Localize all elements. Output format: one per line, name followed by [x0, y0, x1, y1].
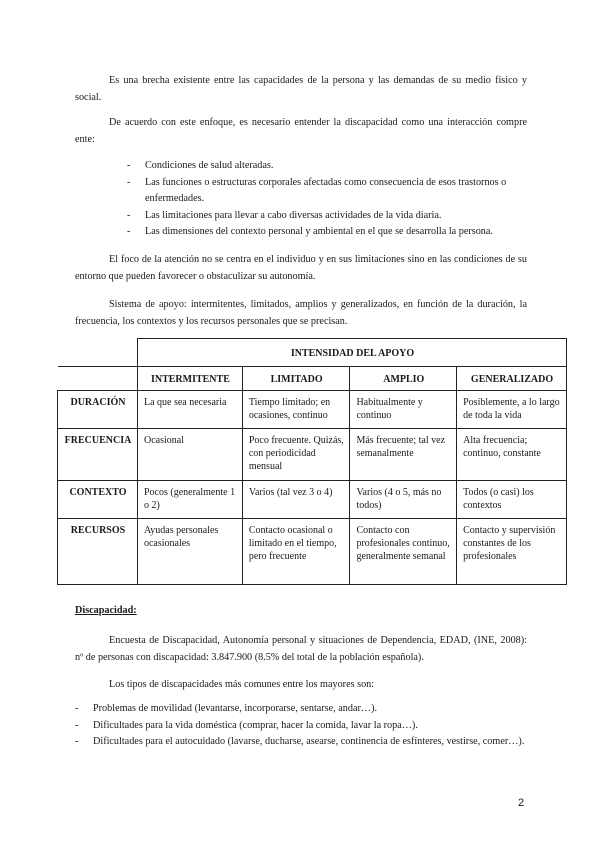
list-item: - Las dimensiones del contexto personal y ambiental en el que se desarrolla la persona. — [127, 224, 529, 241]
table-title: INTENSIDAD DEL APOYO — [137, 339, 566, 367]
paragraph-enfoque: De acuerdo con este enfoque, es necesario entender la discapacidad como una interacción compre ente: — [75, 117, 527, 145]
table-title-row — [58, 339, 567, 367]
paragraph-brecha: Es una brecha existente entre las capacidades de la persona y las demandas de su medio físico y social. — [75, 75, 527, 103]
table-cell: Pocos (generalmente 1 o 2) — [137, 481, 242, 519]
table-cell: Posiblemente, a lo largo de toda la vida — [457, 391, 567, 429]
paragraph-encuesta: Encuesta de Discapacidad, Autonomía personal y situaciones de Dependencia, EDAD, (INE, 2008): nº de personas con discapacidad: 3.847.900 (8.5% del total de la población española). — [75, 635, 527, 663]
table-row — [58, 429, 567, 481]
paragraph-foco: El foco de la atención no se centra en el individuo y en sus limitaciones sino en las condiciones de su entorno que pueden favorecer o obstaculizar su autonomía. — [75, 254, 527, 282]
table-cell: La que sea necesaria — [137, 391, 242, 429]
table-cell: Contacto y supervisión constantes de los profesionales — [457, 519, 567, 585]
table-cell: Varios (tal vez 3 o 4) — [242, 481, 350, 519]
paragraph-sistema-apoyo: Sistema de apoyo: intermitentes, limitados, amplios y generalizados, en función de la duración, la frecuencia, los contextos y los recursos personales que se precisan. — [75, 299, 527, 327]
row-header: RECURSOS — [58, 519, 138, 585]
page-number: 2 — [518, 797, 525, 809]
table-cell: Más frecuente; tal vez semanalmente — [350, 429, 457, 481]
table-row — [58, 391, 567, 429]
table-cell: Contacto ocasional o limitado en el tiempo, pero frecuente — [242, 519, 350, 585]
row-header: CONTEXTO — [58, 481, 138, 519]
table-cell: Ocasional — [137, 429, 242, 481]
table-cell: Contacto con profesionales continuo, generalmente semanal — [350, 519, 457, 585]
row-header: FRECUENCIA — [58, 429, 138, 481]
table-cell: Varios (4 o 5, más no todos) — [350, 481, 457, 519]
table-row — [58, 519, 567, 585]
column-header: INTERMITENTE — [137, 367, 242, 391]
list-item: - Las limitaciones para llevar a cabo diversas actividades de la vida diaria. — [127, 208, 529, 225]
table-row — [58, 481, 567, 519]
disability-types-list — [75, 701, 527, 751]
list-item: - Las funciones o estructuras corporales afectadas como consecuencia de esos trastornos o enfermedades. — [127, 175, 529, 208]
table-header-row — [58, 367, 567, 391]
column-header: AMPLIO — [350, 367, 457, 391]
conditions-list — [127, 158, 529, 241]
list-item: - Dificultades para el autocuidado (lavarse, ducharse, asearse, continencia de esfínteres, vestirse, comer…). — [75, 734, 527, 751]
table-corner — [58, 367, 138, 391]
table-cell: Tiempo limitado; en ocasiones, continuo — [242, 391, 350, 429]
row-header: DURACIÓN — [58, 391, 138, 429]
support-intensity-table — [57, 338, 567, 585]
section-title: Discapacidad: — [75, 605, 137, 616]
table-cell: Poco frecuente. Quizás, con periodicidad mensual — [242, 429, 350, 481]
list-item: - Dificultades para la vida doméstica (comprar, hacer la comida, lavar la ropa…). — [75, 718, 527, 735]
column-header: LIMITADO — [242, 367, 350, 391]
list-item: - Problemas de movilidad (levantarse, incorporarse, sentarse, andar…). — [75, 701, 527, 718]
column-header: GENERALIZADO — [457, 367, 567, 391]
table-cell: Ayudas personales ocasionales — [137, 519, 242, 585]
table-cell: Todos (o casi) los contextos — [457, 481, 567, 519]
list-item: - Condiciones de salud alteradas. — [127, 158, 529, 175]
table-cell: Alta frecuencia; continuo, constante — [457, 429, 567, 481]
paragraph-tipos: Los tipos de discapacidades más comunes entre los mayores son: — [109, 679, 375, 690]
table-cell: Habitualmente y continuo — [350, 391, 457, 429]
table-corner — [58, 339, 138, 367]
